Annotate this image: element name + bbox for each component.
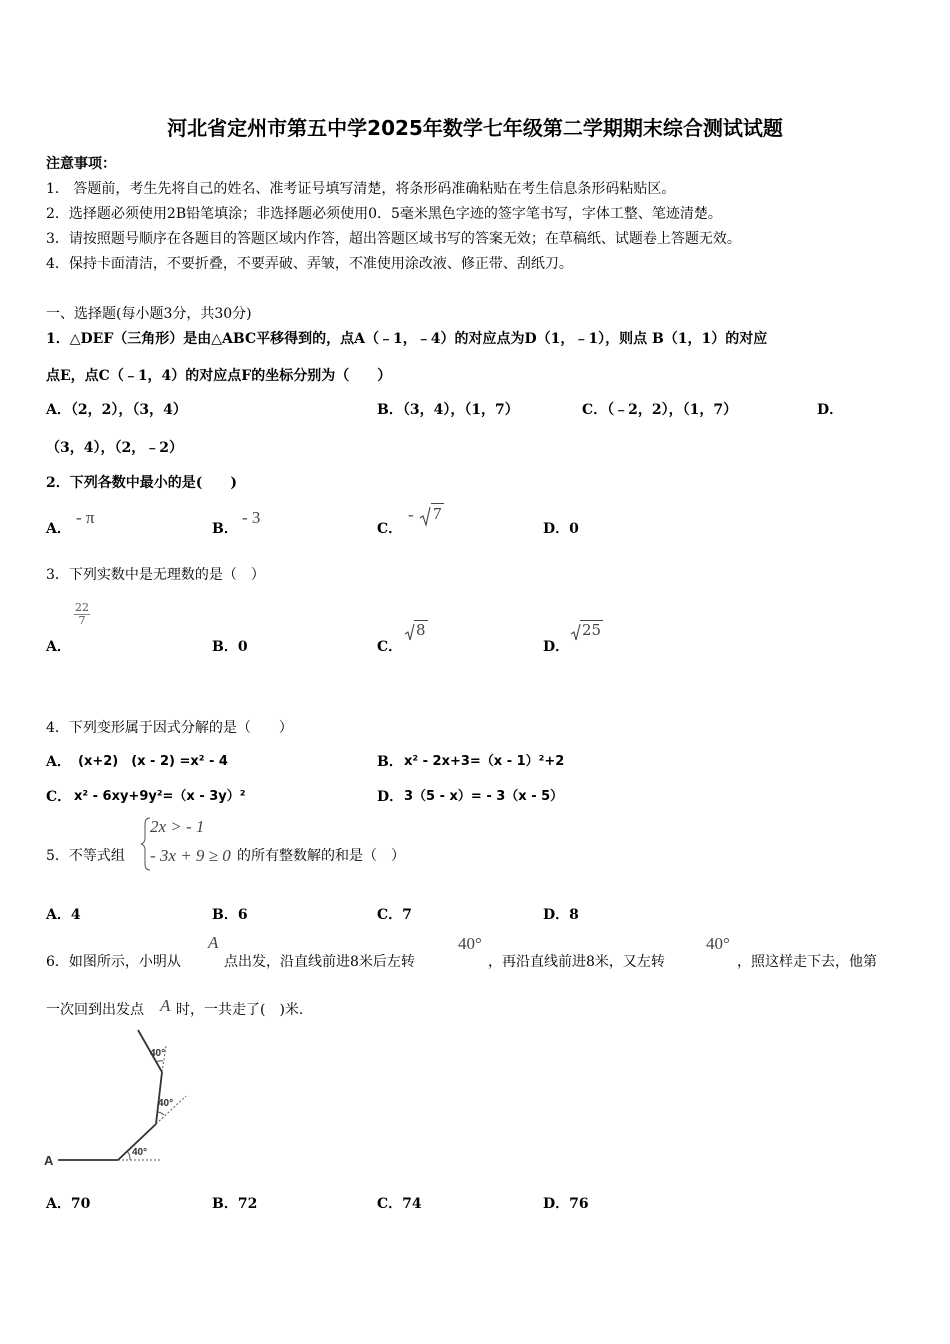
q3-option-b: B．0: [212, 639, 248, 655]
q6-point-a-2: A: [160, 996, 171, 1015]
q3-option-a-label: A．: [46, 639, 71, 655]
notice-heading: 注意事项：: [46, 156, 116, 172]
figure-angle-label-3: 40°: [150, 1048, 166, 1059]
figure-angle-label-2: 40°: [158, 1098, 174, 1109]
q4-option-d-expr: 3（5 - x）= - 3（x - 5）: [404, 789, 564, 804]
page-title: 河北省定州市第五中学2025年数学七年级第二学期期末综合测试试题: [167, 116, 783, 140]
notice-item-3: 3．请按照题号顺序在各题目的答题区域内作答，超出答题区域书写的答案无效；在草稿纸、试题卷上答题无效。: [46, 231, 741, 247]
q6-angle-2: 40°: [706, 934, 730, 953]
q4-option-d-label: D．: [377, 789, 404, 805]
notice-item-4: 4．保持卡面清洁，不要折叠，不要弄破、弄皱，不准使用涂改液、修正带、刮纸刀。: [46, 256, 573, 272]
q1-option-d-label: D．: [817, 402, 844, 418]
q5-option-a: A．4: [46, 907, 81, 923]
q2-option-c-minus: -: [408, 505, 414, 524]
q2-option-a-value: - π: [76, 508, 95, 527]
q2-stem: 2．下列各数中最小的是( ): [46, 475, 237, 491]
q1-option-c: C．（﹣2，2），（1，7）: [582, 402, 738, 418]
q6-option-a: A．70: [46, 1196, 91, 1212]
q6-stem-part1: 6．如图所示，小明从: [46, 954, 181, 970]
q4-option-b-label: B．: [377, 754, 403, 770]
q2-option-c-label: C．: [377, 521, 403, 537]
q3-option-d-label: D．: [543, 639, 570, 655]
notice-item-2: 2．选择题必须使用2B铅笔填涂；非选择题必须使用0．5毫米黑色字迹的签字笔书写，字体工整、笔迹清楚。: [46, 206, 722, 222]
sqrt-icon: [419, 505, 431, 527]
q2-option-b-label: B．: [212, 521, 238, 537]
q6-point-a: A: [208, 933, 219, 952]
q5-inequality-2: - 3x + 9 ≥ 0: [150, 846, 231, 865]
q5-option-d: D．8: [543, 907, 579, 923]
fraction-numerator: 22: [75, 601, 89, 614]
q5-option-b: B．6: [212, 907, 248, 923]
q5-prefix: 5．不等式组: [46, 848, 125, 864]
q4-option-c-label: C．: [46, 789, 72, 805]
figure-angle-arc-3: [156, 1061, 163, 1062]
q6-stem-part4: ，照这样走下去，他第: [737, 954, 877, 970]
q6-angle-1: 40°: [458, 934, 482, 953]
q4-option-a-label: A．: [46, 754, 71, 770]
q2-option-b-value: - 3: [242, 508, 261, 527]
q6-option-c: C．74: [377, 1196, 422, 1212]
q3-option-c-label: C．: [377, 639, 403, 655]
q5-option-c: C．7: [377, 907, 412, 923]
q6-stem-part2: 点出发，沿直线前进8米后左转: [224, 954, 415, 970]
q1-stem-line1: 1．△DEF（三角形）是由△ABC平移得到的，点A（﹣1，﹣4）的对应点为D（1，﹣1），则点 B（1，1）的对应: [46, 331, 768, 347]
q1-option-b: B．（3，4），（1，7）: [377, 402, 519, 418]
q5-suffix: 的所有整数解的和是（ ）: [237, 848, 405, 864]
q6-path-figure: [44, 1026, 204, 1174]
q4-option-b-expr: x² - 2x+3=（x - 1）²+2: [404, 754, 565, 769]
q4-option-c-expr: x² - 6xy+9y²=（x - 3y）²: [74, 789, 246, 804]
figure-angle-label-1: 40°: [132, 1147, 148, 1158]
q2-option-a-label: A．: [46, 521, 71, 537]
q6-option-d: D．76: [543, 1196, 589, 1212]
q6-stem-line2a: 一次回到出发点: [46, 1002, 144, 1018]
fraction-denominator: 7: [78, 614, 86, 627]
q4-option-a-expr: (x+2) (x - 2) =x² - 4: [78, 754, 228, 769]
q1-option-d-value: （3，4），（2，﹣2）: [46, 440, 183, 456]
figure-angle-arc-1: [127, 1151, 130, 1160]
q6-stem-line2b: 时，一共走了( )米.: [176, 1002, 304, 1018]
q6-option-b: B．72: [212, 1196, 258, 1212]
figure-angle-arc-2: [158, 1112, 164, 1115]
q4-stem: 4．下列变形属于因式分解的是（ ）: [46, 720, 293, 736]
q2-option-c-radicand: 7: [433, 504, 442, 523]
q2-option-d: D．0: [543, 521, 579, 537]
figure-label-a: A: [44, 1153, 54, 1168]
notice-item-1: 1． 答题前，考生先将自己的姓名、准考证号填写清楚，将条形码准确粘贴在考生信息条形码粘贴区。: [46, 181, 676, 197]
q1-stem-line2: 点E，点C（﹣1，4）的对应点F的坐标分别为（ ）: [46, 368, 392, 384]
section-heading: 一、选择题(每小题3分，共30分): [46, 306, 252, 322]
q3-option-d-radicand: 25: [582, 621, 602, 639]
q3-option-a-fraction: [74, 602, 90, 627]
q3-option-c-radicand: 8: [416, 621, 426, 639]
q6-stem-part3: ，再沿直线前进8米，又左转: [488, 954, 665, 970]
q1-option-a: A．（2，2），（3，4）: [46, 402, 187, 418]
q3-stem: 3．下列实数中是无理数的是（ ）: [46, 567, 265, 583]
q5-inequality-1: 2x > - 1: [150, 817, 205, 836]
